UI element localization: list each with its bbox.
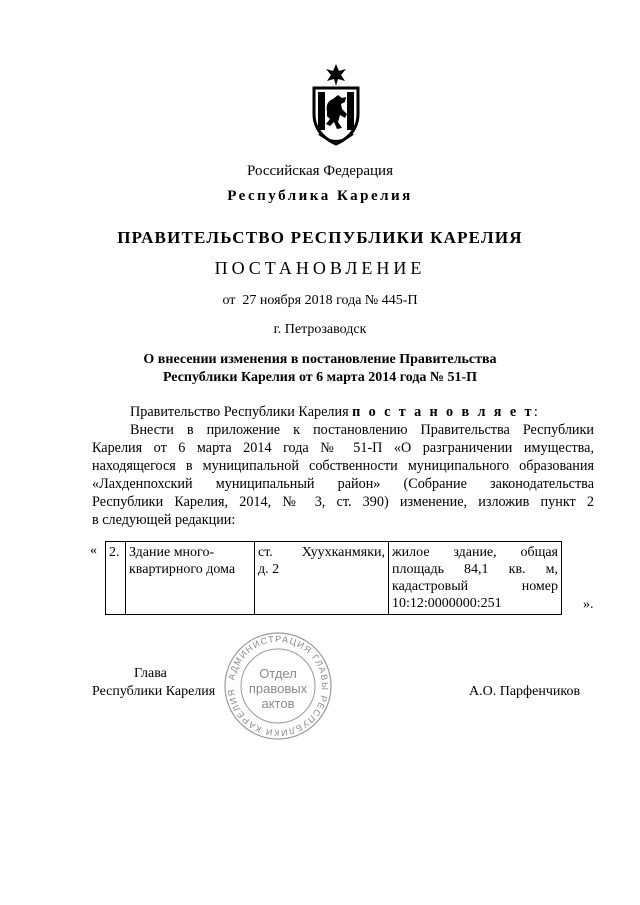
signatory-title-line-2: Республики Карелия	[92, 684, 216, 699]
signatory-title-line-1: Глава	[134, 666, 167, 681]
amendment-table	[105, 541, 562, 615]
body-line: в следующей редакции:	[92, 512, 236, 528]
body-line: «Лахденпохский муниципальный район» (Собрание законодательства	[92, 476, 594, 492]
coat-of-arms-emblem	[305, 62, 367, 146]
body-line: Республики Карелия, 2014, № 3, ст. 390) изменение, изложив пункт 2	[92, 494, 594, 510]
body-line: находящегося в муниципальной собственности муниципального образования	[92, 458, 594, 474]
subject-line-2: Республики Карелия от 6 марта 2014 года № 51-П	[162, 370, 478, 385]
government-title: ПРАВИТЕЛЬСТВО РЕСПУБЛИКИ КАРЕЛИЯ	[117, 228, 523, 247]
quote-open: «	[90, 543, 97, 558]
body-line: Карелия от 6 марта 2014 года № 51-П «О разграничении имущества,	[92, 440, 594, 456]
subject-line-1: О внесении изменения в постановление Правительства	[143, 352, 497, 367]
legal-dept-stamp	[222, 630, 334, 742]
quote-close: ».	[583, 597, 594, 612]
object-description: жилое здание, общая площадь 84,1 кв. м, кадастровый номер 10:12:0000000:251	[389, 542, 562, 615]
body-line: Внести в приложение к постановлению Правительства Республики	[130, 422, 594, 438]
object-name: Здание много- квартирного дома	[126, 542, 255, 615]
signatory-name: А.О. Парфенчиков	[469, 684, 581, 699]
decree-body	[92, 403, 594, 529]
country-name: Российская Федерация	[247, 163, 393, 179]
stamp-center-line: актов	[261, 696, 295, 711]
preamble: Правительство Республики Карелия п о с т а н о в л я е т:	[130, 404, 538, 420]
date-and-number: от 27 ноября 2018 года № 445-П	[222, 293, 418, 308]
decrees-word: п о с т а н о в л я е т	[352, 404, 534, 420]
object-address: ст. Хуухканмяки, д. 2	[255, 542, 389, 615]
stamp-center-line: правовых	[248, 681, 308, 696]
document-type: ПОСТАНОВЛЕНИЕ	[214, 258, 426, 278]
table-row	[106, 542, 562, 615]
stamp-center-line: Отдел	[259, 666, 297, 681]
city: г. Петрозаводск	[273, 322, 367, 337]
stamp-ring-text: АДМИНИСТРАЦИЯ ГЛАВЫ РЕСПУБЛИКИ КАРЕЛИЯ	[225, 633, 331, 739]
republic-name: Республика Карелия	[227, 188, 413, 204]
item-number: 2.	[106, 542, 126, 615]
